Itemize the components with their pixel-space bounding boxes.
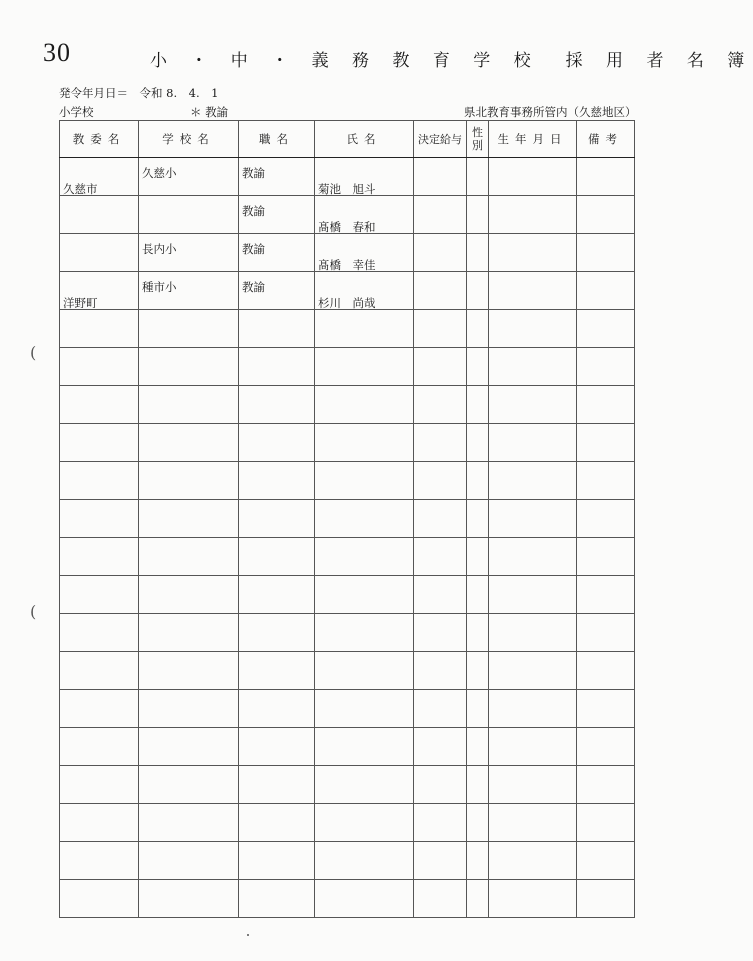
board-cell [60, 766, 139, 804]
board-cell [60, 500, 139, 538]
school-cell [139, 196, 239, 234]
school-cell [139, 576, 239, 614]
birthdate-cell [489, 804, 577, 842]
board-cell [60, 576, 139, 614]
school-cell [139, 348, 239, 386]
title-cell [239, 234, 315, 272]
table-row [60, 234, 635, 272]
school-cell [139, 728, 239, 766]
sex-cell [467, 728, 489, 766]
birthdate-cell [489, 158, 577, 196]
remarks-cell [577, 158, 635, 196]
school-text: 久慈小 [142, 166, 177, 180]
remarks-cell [577, 652, 635, 690]
remarks-cell [577, 880, 635, 918]
board-cell [60, 652, 139, 690]
sex-cell [467, 652, 489, 690]
position-label: ＊ 教諭 [190, 105, 229, 119]
title-cell [239, 196, 315, 234]
sex-cell [467, 234, 489, 272]
school-cell [139, 614, 239, 652]
birthdate-cell [489, 310, 577, 348]
title-text: 教諭 [242, 166, 265, 180]
name-cell [315, 310, 414, 348]
table-row [60, 272, 635, 310]
name-cell [315, 272, 414, 310]
title-cell [239, 690, 315, 728]
board-text: 洋野町 [63, 296, 98, 310]
table-row [60, 690, 635, 728]
sex-cell [467, 348, 489, 386]
board-cell [60, 804, 139, 842]
title-cell [239, 842, 315, 880]
school-cell [139, 842, 239, 880]
table-row [60, 462, 635, 500]
remarks-cell [577, 310, 635, 348]
name-text: 髙橋 幸佳 [318, 258, 376, 272]
board-cell [60, 880, 139, 918]
birthdate-cell [489, 500, 577, 538]
title-cell [239, 880, 315, 918]
board-text: 久慈市 [63, 182, 98, 196]
name-cell [315, 804, 414, 842]
remarks-cell [577, 386, 635, 424]
board-cell [60, 690, 139, 728]
school-text: 長内小 [142, 242, 177, 256]
sex-cell [467, 158, 489, 196]
board-cell [60, 234, 139, 272]
name-cell [315, 386, 414, 424]
table-row [60, 158, 635, 196]
name-text: 杉川 尚哉 [318, 296, 376, 310]
sex-cell [467, 614, 489, 652]
school-type: 小学校 [59, 105, 94, 119]
birthdate-cell [489, 386, 577, 424]
remarks-cell [577, 196, 635, 234]
name-cell [315, 538, 414, 576]
remarks-cell [577, 462, 635, 500]
school-cell [139, 310, 239, 348]
col-header-sex: 性 別 [467, 121, 489, 158]
board-cell [60, 728, 139, 766]
title-cell [239, 462, 315, 500]
title-cell [239, 272, 315, 310]
title-cell [239, 576, 315, 614]
school-cell [139, 880, 239, 918]
remarks-cell [577, 538, 635, 576]
salary-cell [414, 576, 467, 614]
table-row [60, 652, 635, 690]
title-text: 教諭 [242, 204, 265, 218]
binding-mark: ( [30, 602, 37, 621]
title-cell [239, 652, 315, 690]
name-cell [315, 234, 414, 272]
sex-cell [467, 766, 489, 804]
table-row [60, 538, 635, 576]
col-header-title: 職名 [239, 121, 315, 158]
sex-cell [467, 880, 489, 918]
sex-cell [467, 690, 489, 728]
sex-cell [467, 804, 489, 842]
page-number: 30 [43, 38, 71, 67]
title-cell [239, 158, 315, 196]
sex-cell [467, 272, 489, 310]
birthdate-cell [489, 728, 577, 766]
salary-cell [414, 424, 467, 462]
remarks-cell [577, 690, 635, 728]
school-cell [139, 804, 239, 842]
title-cell [239, 386, 315, 424]
name-cell [315, 462, 414, 500]
school-cell [139, 234, 239, 272]
salary-cell [414, 348, 467, 386]
remarks-cell [577, 804, 635, 842]
remarks-cell [577, 272, 635, 310]
title-cell [239, 766, 315, 804]
sex-cell [467, 462, 489, 500]
school-cell [139, 500, 239, 538]
birthdate-cell [489, 614, 577, 652]
board-cell [60, 614, 139, 652]
col-header-birthdate: 生年月日 [489, 121, 577, 158]
salary-cell [414, 728, 467, 766]
sex-cell [467, 538, 489, 576]
title-cell [239, 424, 315, 462]
birthdate-cell [489, 766, 577, 804]
name-text: 髙橋 春和 [318, 220, 376, 234]
birthdate-cell [489, 538, 577, 576]
table-row [60, 500, 635, 538]
title-cell [239, 804, 315, 842]
table-row [60, 386, 635, 424]
birthdate-cell [489, 690, 577, 728]
salary-cell [414, 842, 467, 880]
title-cell [239, 614, 315, 652]
board-cell [60, 538, 139, 576]
title-cell [239, 538, 315, 576]
table-row [60, 424, 635, 462]
remarks-cell [577, 766, 635, 804]
title-cell [239, 348, 315, 386]
name-cell [315, 196, 414, 234]
board-cell [60, 310, 139, 348]
birthdate-cell [489, 348, 577, 386]
salary-cell [414, 462, 467, 500]
table-row [60, 310, 635, 348]
school-cell [139, 538, 239, 576]
col-header-name: 氏名 [315, 121, 414, 158]
document-title: 小 ・ 中 ・ 義 務 教 育 学 校 採 用 者 名 簿 [150, 51, 753, 71]
salary-cell [414, 158, 467, 196]
salary-cell [414, 766, 467, 804]
table-row [60, 348, 635, 386]
table-row [60, 728, 635, 766]
remarks-cell [577, 614, 635, 652]
name-cell [315, 576, 414, 614]
birthdate-cell [489, 842, 577, 880]
remarks-cell [577, 728, 635, 766]
remarks-cell [577, 500, 635, 538]
name-cell [315, 348, 414, 386]
table-row [60, 576, 635, 614]
board-cell [60, 386, 139, 424]
board-cell [60, 424, 139, 462]
name-text: 菊池 旭斗 [318, 182, 376, 196]
name-cell [315, 652, 414, 690]
name-cell [315, 614, 414, 652]
col-header-school: 学校名 [139, 121, 239, 158]
birthdate-cell [489, 234, 577, 272]
table-row [60, 196, 635, 234]
issue-date: 発令年月日＝ 令和 8. 4. 1 [59, 86, 219, 100]
title-text: 教諭 [242, 242, 265, 256]
name-cell [315, 842, 414, 880]
board-cell [60, 272, 139, 310]
sex-cell [467, 424, 489, 462]
school-cell [139, 462, 239, 500]
salary-cell [414, 310, 467, 348]
remarks-cell [577, 576, 635, 614]
salary-cell [414, 880, 467, 918]
name-cell [315, 500, 414, 538]
name-cell [315, 158, 414, 196]
header-row [60, 121, 635, 158]
name-cell [315, 766, 414, 804]
name-cell [315, 424, 414, 462]
birthdate-cell [489, 652, 577, 690]
birthdate-cell [489, 272, 577, 310]
remarks-cell [577, 348, 635, 386]
sex-cell [467, 842, 489, 880]
school-cell [139, 272, 239, 310]
board-cell [60, 158, 139, 196]
table-row [60, 842, 635, 880]
title-cell [239, 310, 315, 348]
scan-speck [247, 934, 249, 936]
salary-cell [414, 196, 467, 234]
title-cell [239, 728, 315, 766]
sex-cell [467, 576, 489, 614]
school-text: 種市小 [142, 280, 177, 294]
salary-cell [414, 652, 467, 690]
salary-cell [414, 690, 467, 728]
title-text: 教諭 [242, 280, 265, 294]
sex-cell [467, 310, 489, 348]
birthdate-cell [489, 462, 577, 500]
salary-cell [414, 538, 467, 576]
birthdate-cell [489, 576, 577, 614]
school-cell [139, 158, 239, 196]
table-row [60, 766, 635, 804]
school-cell [139, 424, 239, 462]
table-row [60, 804, 635, 842]
board-cell [60, 462, 139, 500]
sex-cell [467, 386, 489, 424]
table-row [60, 614, 635, 652]
salary-cell [414, 272, 467, 310]
binding-mark: ( [30, 343, 37, 362]
board-cell [60, 842, 139, 880]
region-label: 県北教育事務所管内（久慈地区） [464, 105, 637, 119]
salary-cell [414, 500, 467, 538]
roster-table [59, 120, 635, 918]
salary-cell [414, 386, 467, 424]
birthdate-cell [489, 196, 577, 234]
birthdate-cell [489, 880, 577, 918]
name-cell [315, 880, 414, 918]
remarks-cell [577, 424, 635, 462]
birthdate-cell [489, 424, 577, 462]
salary-cell [414, 234, 467, 272]
salary-cell [414, 804, 467, 842]
remarks-cell [577, 234, 635, 272]
school-cell [139, 766, 239, 804]
school-cell [139, 386, 239, 424]
board-cell [60, 348, 139, 386]
col-header-remarks: 備考 [577, 121, 635, 158]
remarks-cell [577, 842, 635, 880]
name-cell [315, 690, 414, 728]
col-header-board: 教委名 [60, 121, 139, 158]
sex-cell [467, 196, 489, 234]
school-cell [139, 690, 239, 728]
name-cell [315, 728, 414, 766]
school-cell [139, 652, 239, 690]
sex-cell [467, 500, 489, 538]
table-row [60, 880, 635, 918]
title-cell [239, 500, 315, 538]
board-cell [60, 196, 139, 234]
col-header-salary: 決定給与 [414, 121, 467, 158]
salary-cell [414, 614, 467, 652]
